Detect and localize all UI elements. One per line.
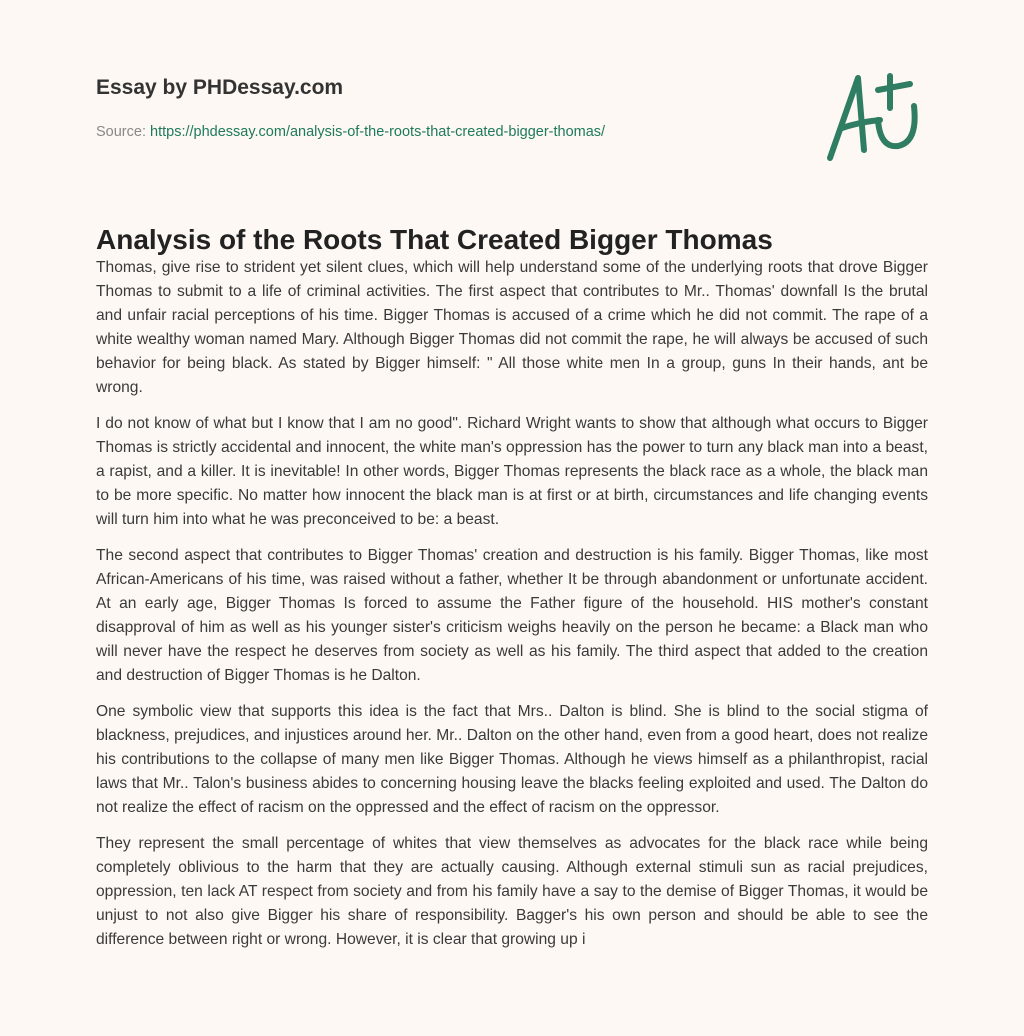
- a-plus-logo-icon: [820, 70, 930, 165]
- paragraph: Thomas, give rise to strident yet silent clues, which will help understand some of the underlying roots that drove Bigger Thomas to submit to a life of criminal activities. The first aspect that contributes to Mr.. Thomas' downfall Is the brutal and unfair racial perceptions of his time. Bigger Thomas is accused of a crime which he did not commit. The rape of a white wealthy woman named Mary. Although Bigger Thomas did not commit the rape, he will always be accused of such behavior for being black. As stated by Bigger himself: " All those white men In a group, guns In their hands, ant be wrong.: [96, 259, 928, 396]
- page-header: [0, 0, 1024, 200]
- site-title: Essay by PHDessay.com: [96, 76, 344, 99]
- source-link[interactable]: https://phdessay.com/analysis-of-the-roots-that-created-bigger-thomas/: [150, 124, 606, 140]
- paragraph: I do not know of what but I know that I am no good". Richard Wright wants to show that although what occurs to Bigger Thomas is strictly accidental and innocent, the white man's oppression has the power to turn any black man into a beast, a rapist, and a killer. It is inevitable! In other words, Bigger Thomas represents the black race as a whole, the black man to be more specific. No matter how innocent the black man is at first or at birth, circumstances and life changing events will turn him into what he was preconceived to be: a beast.: [96, 415, 928, 528]
- article-title: Analysis of the Roots That Created Bigger Thomas: [96, 224, 773, 255]
- source-label: Source:: [96, 124, 146, 140]
- article-body: [96, 256, 928, 964]
- paragraph: One symbolic view that supports this idea is the fact that Mrs.. Dalton is blind. She is blind to the social stigma of blackness, prejudices, and injustices around her. Mr.. Dalton on the other hand, even from a good heart, does not realize his contributions to the collapse of many men like Bigger Thomas. Although he views himself as a philanthropist, racial laws that Mr.. Talon's business abides to concerning housing leave the blacks feeling exploited and used. The Dalton do not realize the effect of racism on the oppressed and the effect of racism on the oppressor.: [96, 703, 928, 816]
- paragraph: The second aspect that contributes to Bigger Thomas' creation and destruction is his family. Bigger Thomas, like most African-Americans of his time, was raised without a father, whether It be through abandonment or unfortunate accident. At an early age, Bigger Thomas Is forced to assume the Father figure of the household. HIS mother's constant disapproval of him as well as his younger sister's criticism weighs heavily on the person he became: a Black man who will never have the respect he deserves from society as well as his family. The third aspect that added to the creation and destruction of Bigger Thomas is he Dalton.: [96, 547, 928, 684]
- paragraph: They represent the small percentage of whites that view themselves as advocates for the black race while being completely oblivious to the harm that they are actually causing. Although external stimuli sun as racial prejudices, oppression, ten lack AT respect from society and from his family have a say to the demise of Bigger Thomas, it would be unjust to not also give Bigger his share of responsibility. Bagger's his own person and should be able to see the difference between right or wrong. However, it is clear that growing up i: [96, 835, 928, 948]
- source-line: [96, 124, 605, 140]
